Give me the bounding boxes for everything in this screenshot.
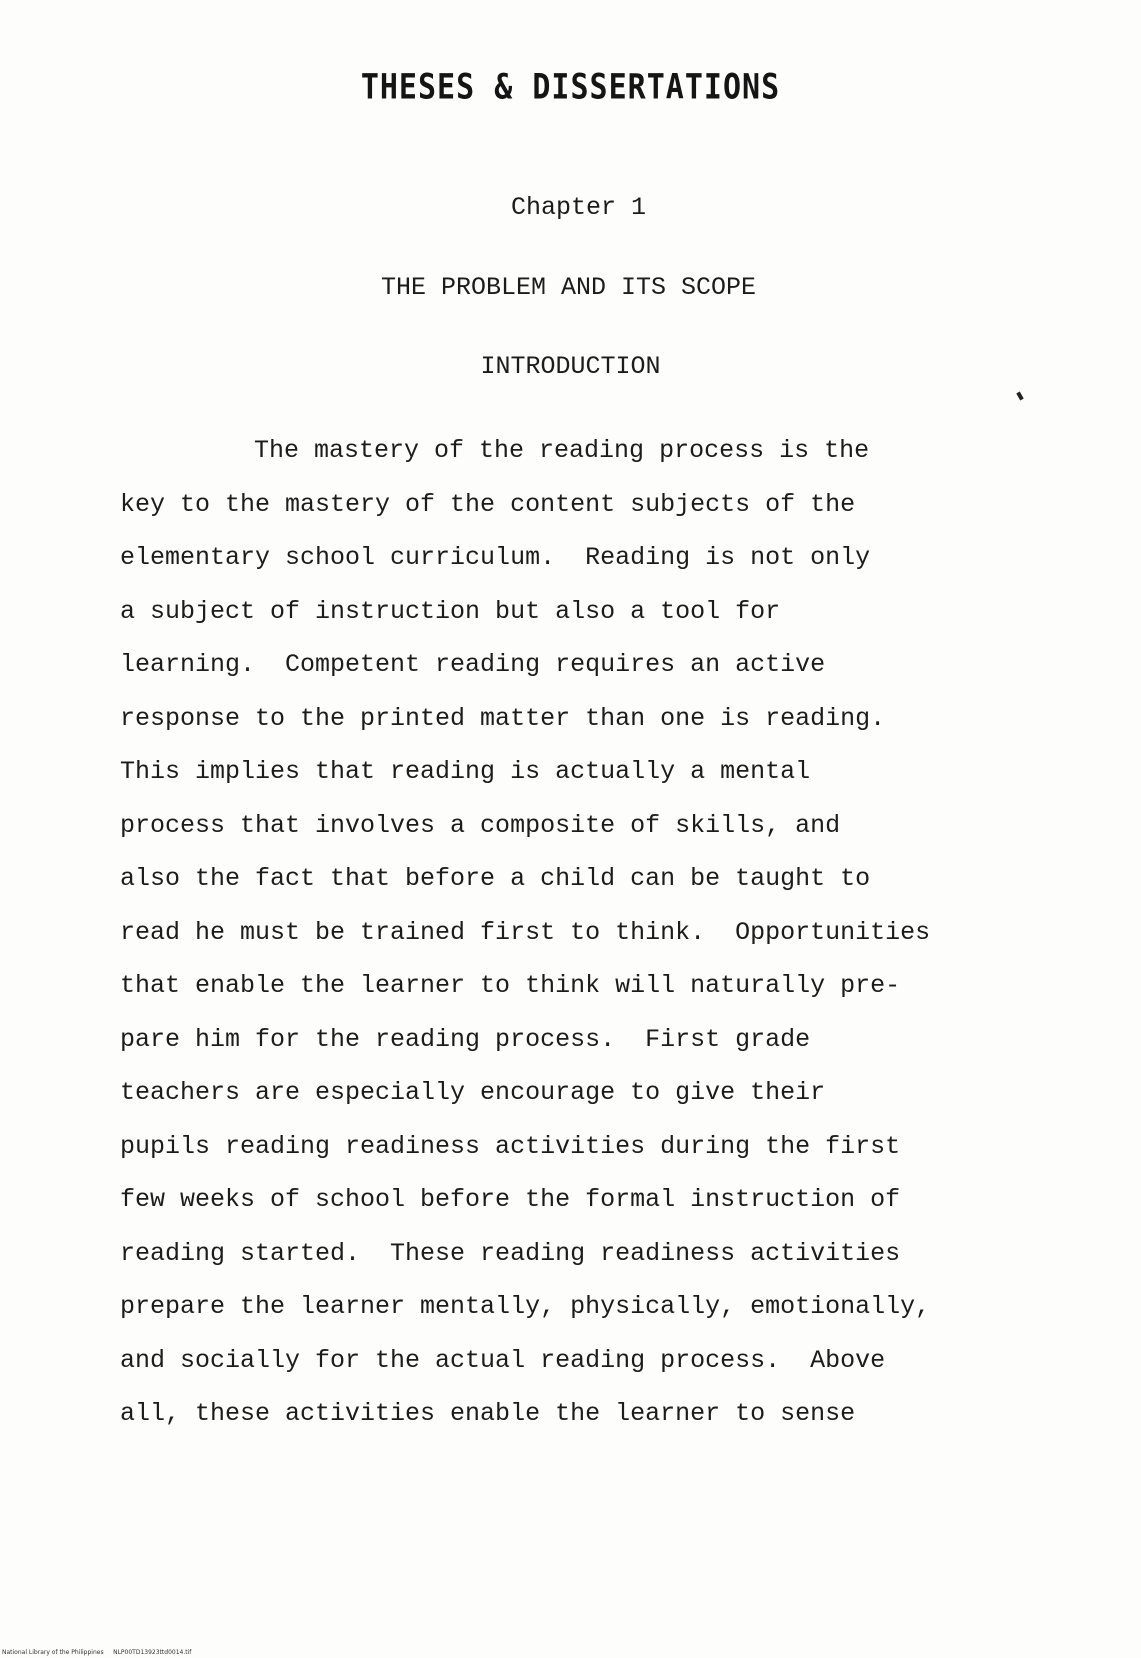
text-line: process that involves a composite of skills, and [120,810,841,840]
text-line: that enable the learner to think will naturally pre- [120,971,901,1000]
text-line: teachers are especially encourage to give their [120,1078,826,1107]
text-line: response to the printed matter than one is reading. [120,703,886,733]
scan-speck [1016,392,1023,401]
body-paragraph [120,424,1020,1441]
text-line: pare him for the reading process. First grade [120,1024,811,1054]
text-line: elementary school curriculum. Reading is not only [120,543,871,572]
text-line: all, these activities enable the learner to sense [120,1399,856,1428]
text-line: and socially for the actual reading process. Above [120,1345,886,1375]
subsection-title: INTRODUCTION [480,352,661,381]
chapter-heading: Chapter 1 [510,193,647,222]
text-line: a subject of instruction but also a tool for [120,596,781,626]
text-line: few weeks of school before the formal instruction of [120,1185,901,1214]
text-line: key to the mastery of the content subjects of the [120,489,856,519]
theses-dissertations-stamp: THESES & DISSERTATIONS [360,67,781,108]
text-line: pupils reading readiness activities during the first [120,1131,901,1161]
text-line: also the fact that before a child can be taught to [120,864,871,893]
text-line: This implies that reading is actually a mental [120,757,811,786]
text-line: reading started. These reading readiness activities [120,1238,901,1268]
section-title: THE PROBLEM AND ITS SCOPE [380,273,757,302]
scan-footer: National Library of the Philippines NLP00TD13923ttd0014.tif [2,1649,192,1656]
text-line: read he must be trained first to think. Opportunities [120,917,931,947]
text-line: learning. Competent reading requires an active [120,650,826,679]
text-line: The mastery of the reading process is the [254,436,870,465]
text-line: prepare the learner mentally, physically, emotionally, [120,1292,931,1321]
